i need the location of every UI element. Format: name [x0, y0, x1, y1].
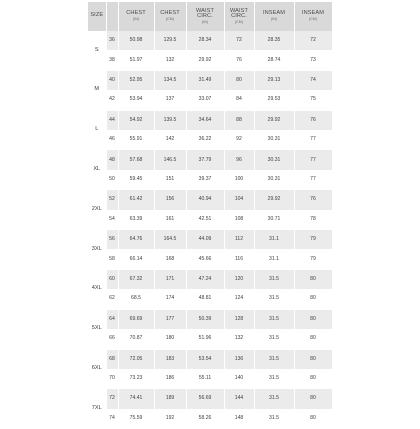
measurement-cell-inseam-cm: 80 — [294, 409, 332, 429]
size-label: M — [88, 70, 106, 110]
measurement-cell-waist-in: 53.54 — [186, 349, 224, 369]
sub-size-cell: 56 — [106, 230, 118, 250]
column-header-unit: (IN) — [201, 19, 209, 24]
sub-size-cell: 38 — [106, 50, 118, 70]
measurement-cell-chest-in: 64.76 — [118, 230, 154, 250]
sub-size-cell: 70 — [106, 369, 118, 389]
measurement-cell-inseam-cm: 79 — [294, 230, 332, 250]
measurement-cell-inseam-cm: 75 — [294, 90, 332, 110]
sub-size-cell: 58 — [106, 249, 118, 269]
sub-size-cell: 72 — [106, 389, 118, 409]
sub-size-cell: 44 — [106, 110, 118, 130]
measurement-cell-chest-cm: 171 — [154, 269, 186, 289]
measurement-cell-chest-in: 52.95 — [118, 70, 154, 90]
measurement-cell-inseam-in: 31.5 — [254, 329, 294, 349]
measurement-cell-waist-in: 34.64 — [186, 110, 224, 130]
column-header-unit: (CM) — [165, 17, 175, 22]
measurement-cell-waist-cm: 120 — [224, 269, 254, 289]
column-header — [154, 2, 186, 31]
table-row — [88, 190, 332, 210]
table-row — [88, 230, 332, 250]
measurement-cell-inseam-in: 29.13 — [254, 70, 294, 90]
measurement-cell-waist-in: 40.94 — [186, 190, 224, 210]
size-label: S — [88, 31, 106, 70]
measurement-cell-chest-in: 68.5 — [118, 289, 154, 309]
size-chart-table — [88, 2, 333, 429]
measurement-cell-chest-cm: 151 — [154, 170, 186, 190]
measurement-cell-chest-in: 54.92 — [118, 110, 154, 130]
measurement-cell-chest-cm: 139.5 — [154, 110, 186, 130]
measurement-cell-waist-cm: 144 — [224, 389, 254, 409]
column-header-label: WAIST CIRC. — [229, 7, 248, 20]
measurement-cell-inseam-in: 31.5 — [254, 389, 294, 409]
table-row — [88, 289, 332, 309]
measurement-cell-inseam-cm: 80 — [294, 269, 332, 289]
sub-size-cell: 68 — [106, 349, 118, 369]
measurement-cell-waist-in: 51.96 — [186, 329, 224, 349]
measurement-cell-chest-in: 66.14 — [118, 249, 154, 269]
size-label: 3XL — [88, 230, 106, 270]
table-row — [88, 409, 332, 429]
measurement-cell-inseam-cm: 72 — [294, 31, 332, 50]
measurement-cell-inseam-cm: 76 — [294, 190, 332, 210]
measurement-cell-chest-in: 53.94 — [118, 90, 154, 110]
measurement-cell-inseam-cm: 80 — [294, 349, 332, 369]
measurement-cell-chest-in: 67.32 — [118, 269, 154, 289]
measurement-cell-inseam-cm: 77 — [294, 130, 332, 150]
measurement-cell-inseam-in: 31.5 — [254, 309, 294, 329]
column-header-unit: (IN) — [270, 17, 278, 22]
measurement-cell-waist-in: 36.22 — [186, 130, 224, 150]
measurement-cell-chest-in: 57.68 — [118, 150, 154, 170]
measurement-cell-waist-cm: 124 — [224, 289, 254, 309]
measurement-cell-waist-in: 42.51 — [186, 210, 224, 230]
size-label: 2XL — [88, 190, 106, 230]
table-row — [88, 389, 332, 409]
measurement-cell-chest-cm: 168 — [154, 249, 186, 269]
measurement-cell-inseam-in: 30.71 — [254, 210, 294, 230]
measurement-cell-inseam-cm: 79 — [294, 249, 332, 269]
measurement-cell-inseam-cm: 74 — [294, 70, 332, 90]
sub-size-cell: 62 — [106, 289, 118, 309]
measurement-cell-waist-cm: 148 — [224, 409, 254, 429]
table-row — [88, 309, 332, 329]
measurement-cell-waist-cm: 100 — [224, 170, 254, 190]
size-label: 7XL — [88, 389, 106, 429]
table-row — [88, 269, 332, 289]
measurement-cell-inseam-cm: 80 — [294, 329, 332, 349]
measurement-cell-chest-cm: 192 — [154, 409, 186, 429]
sub-size-cell: 60 — [106, 269, 118, 289]
measurement-cell-waist-in: 58.26 — [186, 409, 224, 429]
measurement-cell-inseam-cm: 80 — [294, 389, 332, 409]
measurement-cell-inseam-in: 30.31 — [254, 130, 294, 150]
measurement-cell-inseam-cm: 80 — [294, 369, 332, 389]
measurement-cell-inseam-in: 29.92 — [254, 190, 294, 210]
measurement-cell-chest-in: 74.41 — [118, 389, 154, 409]
measurement-cell-inseam-cm: 78 — [294, 210, 332, 230]
measurement-cell-waist-cm: 96 — [224, 150, 254, 170]
measurement-cell-chest-cm: 180 — [154, 329, 186, 349]
measurement-cell-inseam-cm: 73 — [294, 50, 332, 70]
measurement-cell-chest-cm: 189 — [154, 389, 186, 409]
table-row — [88, 90, 332, 110]
measurement-cell-inseam-in: 29.92 — [254, 110, 294, 130]
measurement-cell-chest-in: 59.45 — [118, 170, 154, 190]
measurement-cell-chest-cm: 186 — [154, 369, 186, 389]
measurement-cell-inseam-in: 28.35 — [254, 31, 294, 50]
measurement-cell-chest-cm: 174 — [154, 289, 186, 309]
measurement-cell-chest-cm: 156 — [154, 190, 186, 210]
table-row — [88, 210, 332, 230]
column-header-label: INSEAM — [301, 10, 325, 17]
table-row — [88, 31, 332, 50]
measurement-cell-waist-cm: 128 — [224, 309, 254, 329]
sub-size-cell: 46 — [106, 130, 118, 150]
column-header-label: CHEST — [126, 10, 146, 17]
column-header — [106, 2, 118, 31]
measurement-cell-waist-cm: 136 — [224, 349, 254, 369]
sub-size-cell: 64 — [106, 309, 118, 329]
measurement-cell-inseam-cm: 80 — [294, 289, 332, 309]
column-header — [118, 2, 154, 31]
table-row — [88, 349, 332, 369]
measurement-cell-chest-cm: 177 — [154, 309, 186, 329]
measurement-cell-inseam-in: 29.53 — [254, 90, 294, 110]
size-label: 5XL — [88, 309, 106, 349]
column-header-unit: (CM) — [234, 19, 244, 24]
measurement-cell-waist-cm: 76 — [224, 50, 254, 70]
sub-size-cell: 74 — [106, 409, 118, 429]
measurement-cell-waist-in: 55.11 — [186, 369, 224, 389]
column-header — [186, 2, 224, 31]
measurement-cell-inseam-in: 31.5 — [254, 289, 294, 309]
measurement-cell-waist-in: 29.92 — [186, 50, 224, 70]
measurement-cell-chest-in: 69.69 — [118, 309, 154, 329]
measurement-cell-waist-cm: 84 — [224, 90, 254, 110]
table-row — [88, 369, 332, 389]
measurement-cell-waist-in: 28.34 — [186, 31, 224, 50]
measurement-cell-chest-cm: 134.5 — [154, 70, 186, 90]
sub-size-cell: 48 — [106, 150, 118, 170]
measurement-cell-chest-in: 73.23 — [118, 369, 154, 389]
sub-size-cell: 42 — [106, 90, 118, 110]
measurement-cell-inseam-in: 31.5 — [254, 349, 294, 369]
column-header-unit: (IN) — [132, 17, 140, 22]
column-header — [294, 2, 332, 31]
measurement-cell-waist-in: 33.07 — [186, 90, 224, 110]
measurement-cell-chest-in: 70.87 — [118, 329, 154, 349]
measurement-cell-chest-in: 72.05 — [118, 349, 154, 369]
measurement-cell-inseam-in: 30.31 — [254, 150, 294, 170]
measurement-cell-inseam-in: 28.74 — [254, 50, 294, 70]
measurement-cell-waist-in: 56.69 — [186, 389, 224, 409]
measurement-cell-waist-cm: 116 — [224, 249, 254, 269]
measurement-cell-waist-in: 31.49 — [186, 70, 224, 90]
measurement-cell-chest-in: 75.59 — [118, 409, 154, 429]
size-label: 4XL — [88, 269, 106, 309]
measurement-cell-inseam-in: 30.31 — [254, 170, 294, 190]
table-row — [88, 50, 332, 70]
measurement-cell-waist-cm: 92 — [224, 130, 254, 150]
measurement-cell-inseam-in: 31.5 — [254, 369, 294, 389]
measurement-cell-waist-in: 47.24 — [186, 269, 224, 289]
measurement-cell-inseam-cm: 80 — [294, 309, 332, 329]
sub-size-cell: 52 — [106, 190, 118, 210]
measurement-cell-chest-cm: 146.5 — [154, 150, 186, 170]
measurement-cell-waist-cm: 72 — [224, 31, 254, 50]
column-header-label: WAIST CIRC. — [195, 7, 214, 20]
table-row — [88, 329, 332, 349]
column-header-label: SIZE — [90, 12, 104, 19]
table-row — [88, 110, 332, 130]
header-row — [88, 2, 332, 31]
measurement-cell-waist-in: 37.79 — [186, 150, 224, 170]
measurement-cell-waist-cm: 112 — [224, 230, 254, 250]
measurement-cell-chest-in: 55.91 — [118, 130, 154, 150]
measurement-cell-waist-in: 39.37 — [186, 170, 224, 190]
measurement-cell-chest-cm: 132 — [154, 50, 186, 70]
measurement-cell-inseam-cm: 77 — [294, 170, 332, 190]
column-header-label: CHEST — [160, 10, 180, 17]
measurement-cell-chest-cm: 129.5 — [154, 31, 186, 50]
measurement-cell-waist-in: 50.39 — [186, 309, 224, 329]
table-row — [88, 130, 332, 150]
measurement-cell-inseam-in: 31.5 — [254, 409, 294, 429]
table-row — [88, 70, 332, 90]
size-label: L — [88, 110, 106, 150]
measurement-cell-waist-in: 48.81 — [186, 289, 224, 309]
column-header-unit: (CM) — [308, 17, 318, 22]
column-header — [224, 2, 254, 31]
size-label: XL — [88, 150, 106, 190]
measurement-cell-chest-in: 61.42 — [118, 190, 154, 210]
measurement-cell-chest-cm: 164.5 — [154, 230, 186, 250]
size-label: 6XL — [88, 349, 106, 389]
sub-size-cell: 36 — [106, 31, 118, 50]
sub-size-cell: 66 — [106, 329, 118, 349]
column-header — [88, 2, 106, 31]
measurement-cell-chest-in: 63.39 — [118, 210, 154, 230]
sub-size-cell: 54 — [106, 210, 118, 230]
measurement-cell-chest-in: 50.98 — [118, 31, 154, 50]
measurement-cell-waist-cm: 104 — [224, 190, 254, 210]
measurement-cell-chest-cm: 183 — [154, 349, 186, 369]
measurement-cell-waist-cm: 108 — [224, 210, 254, 230]
measurement-cell-chest-cm: 142 — [154, 130, 186, 150]
table-row — [88, 170, 332, 190]
sub-size-cell: 50 — [106, 170, 118, 190]
measurement-cell-inseam-in: 31.5 — [254, 269, 294, 289]
measurement-cell-inseam-in: 31.1 — [254, 249, 294, 269]
sub-size-cell: 40 — [106, 70, 118, 90]
column-header-label: INSEAM — [262, 10, 286, 17]
measurement-cell-chest-in: 51.97 — [118, 50, 154, 70]
table-row — [88, 249, 332, 269]
measurement-cell-waist-in: 45.66 — [186, 249, 224, 269]
measurement-cell-waist-in: 44.09 — [186, 230, 224, 250]
table-row — [88, 150, 332, 170]
measurement-cell-inseam-in: 31.1 — [254, 230, 294, 250]
measurement-cell-chest-cm: 161 — [154, 210, 186, 230]
measurement-cell-chest-cm: 137 — [154, 90, 186, 110]
measurement-cell-waist-cm: 80 — [224, 70, 254, 90]
measurement-cell-inseam-cm: 76 — [294, 110, 332, 130]
column-header — [254, 2, 294, 31]
table-body — [88, 31, 332, 429]
measurement-cell-waist-cm: 132 — [224, 329, 254, 349]
measurement-cell-waist-cm: 88 — [224, 110, 254, 130]
measurement-cell-inseam-cm: 77 — [294, 150, 332, 170]
measurement-cell-waist-cm: 140 — [224, 369, 254, 389]
